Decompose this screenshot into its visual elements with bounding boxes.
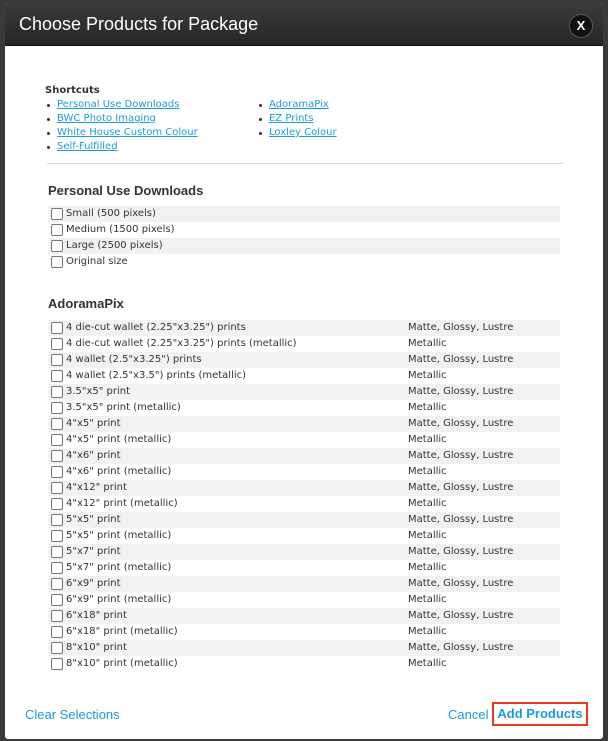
product-row [48,336,560,352]
product-finish: Metallic [408,370,447,381]
product-checkbox[interactable] [51,224,63,236]
shortcut-item [269,112,469,126]
product-label: 4 wallet (2.5"x3.25") prints [66,354,202,365]
divider [47,163,563,164]
product-finish: Metallic [408,338,447,349]
product-checkbox[interactable] [51,466,63,478]
product-row [48,480,560,496]
product-label: 4 die-cut wallet (2.25"x3.25") prints (metallic) [66,338,297,349]
product-label: 4"x6" print (metallic) [66,466,172,477]
product-finish: Matte, Glossy, Lustre [408,546,514,557]
product-label: Large (2500 pixels) [66,240,163,251]
product-finish: Matte, Glossy, Lustre [408,578,514,589]
product-row [48,528,560,544]
product-checkbox[interactable] [51,546,63,558]
shortcut-item [57,112,257,126]
product-finish: Metallic [408,466,447,477]
product-checkbox[interactable] [51,626,63,638]
product-label: 4 die-cut wallet (2.25"x3.25") prints [66,322,246,333]
shortcut-item [57,98,257,112]
product-finish: Metallic [408,626,447,637]
product-checkbox[interactable] [51,322,63,334]
product-row [48,512,560,528]
product-row [48,544,560,560]
product-finish: Matte, Glossy, Lustre [408,354,514,365]
product-finish: Matte, Glossy, Lustre [408,418,514,429]
product-checkbox[interactable] [51,386,63,398]
shortcut-item [269,126,469,140]
product-finish: Matte, Glossy, Lustre [408,322,514,333]
shortcut-link[interactable]: White House Custom Colour [57,127,198,138]
product-row [48,656,560,672]
product-checkbox[interactable] [51,354,63,366]
product-row [48,576,560,592]
product-row [48,222,560,238]
product-finish: Matte, Glossy, Lustre [408,482,514,493]
product-finish: Matte, Glossy, Lustre [408,450,514,461]
product-finish: Matte, Glossy, Lustre [408,514,514,525]
product-label: 6"x18" print (metallic) [66,626,178,637]
product-checkbox[interactable] [51,594,63,606]
product-row [48,624,560,640]
dialog-titlebar [5,3,603,46]
product-finish: Metallic [408,658,447,669]
product-finish: Metallic [408,498,447,509]
product-label: 8"x10" print (metallic) [66,658,178,669]
product-checkbox[interactable] [51,434,63,446]
product-checkbox[interactable] [51,240,63,252]
product-row [48,608,560,624]
shortcut-item [57,140,257,154]
product-finish: Matte, Glossy, Lustre [408,610,514,621]
close-button[interactable]: X [569,14,593,38]
product-checkbox[interactable] [51,482,63,494]
product-finish: Matte, Glossy, Lustre [408,386,514,397]
product-checkbox[interactable] [51,450,63,462]
product-checkbox[interactable] [51,642,63,654]
clear-selections-link[interactable]: Clear Selections [25,707,120,722]
product-label: 3.5"x5" print (metallic) [66,402,181,413]
product-row [48,640,560,656]
product-label: Small (500 pixels) [66,208,156,219]
product-row [48,368,560,384]
product-checkbox[interactable] [51,610,63,622]
product-checkbox[interactable] [51,658,63,670]
product-label: Medium (1500 pixels) [66,224,175,235]
shortcut-link[interactable]: EZ Prints [269,113,314,124]
product-row [48,352,560,368]
shortcuts-heading: Shortcuts [45,85,100,96]
product-finish: Matte, Glossy, Lustre [408,642,514,653]
choose-products-dialog [5,3,603,739]
product-label: 8"x10" print [66,642,127,653]
shortcut-link[interactable]: Loxley Colour [269,127,337,138]
product-list-personal-use-downloads [48,206,560,270]
product-row [48,254,560,270]
dialog-title: Choose Products for Package [19,14,259,34]
product-checkbox[interactable] [51,514,63,526]
product-label: 5"x5" print (metallic) [66,530,172,541]
add-products-button[interactable]: Add Products [492,702,588,726]
product-label: Original size [66,256,128,267]
product-finish: Metallic [408,434,447,445]
product-label: 4"x6" print [66,450,121,461]
product-label: 6"x18" print [66,610,127,621]
product-label: 4 wallet (2.5"x3.5") prints (metallic) [66,370,247,381]
product-checkbox[interactable] [51,256,63,268]
product-checkbox[interactable] [51,562,63,574]
product-checkbox[interactable] [51,578,63,590]
product-label: 5"x7" print [66,546,121,557]
product-row [48,432,560,448]
product-checkbox[interactable] [51,402,63,414]
product-row [48,464,560,480]
product-row [48,448,560,464]
product-checkbox[interactable] [51,208,63,220]
product-label: 5"x5" print [66,514,121,525]
shortcut-link[interactable]: AdoramaPix [269,99,329,110]
product-row [48,206,560,222]
product-finish: Metallic [408,562,447,573]
shortcut-link[interactable]: BWC Photo Imaging [57,113,156,124]
shortcut-link[interactable]: Self-Fulfilled [57,141,118,152]
product-label: 4"x5" print (metallic) [66,434,172,445]
product-finish: Metallic [408,402,447,413]
product-finish: Metallic [408,594,447,605]
product-label: 6"x9" print (metallic) [66,594,172,605]
product-row [48,400,560,416]
product-checkbox[interactable] [51,498,63,510]
product-row [48,560,560,576]
product-finish: Metallic [408,530,447,541]
product-checkbox[interactable] [51,370,63,382]
product-row [48,320,560,336]
product-checkbox[interactable] [51,338,63,350]
product-label: 4"x12" print [66,482,127,493]
product-row [48,384,560,400]
product-label: 4"x5" print [66,418,121,429]
product-checkbox[interactable] [51,530,63,542]
shortcut-item [269,98,469,112]
shortcuts-column-2 [257,98,469,154]
product-row [48,496,560,512]
product-row [48,416,560,432]
product-row [48,592,560,608]
product-row [48,238,560,254]
product-checkbox[interactable] [51,418,63,430]
shortcuts-panel [45,85,565,154]
product-label: 5"x7" print (metallic) [66,562,172,573]
cancel-link[interactable]: Cancel [448,707,489,722]
section-title-personal-use-downloads: Personal Use Downloads [48,183,204,198]
product-label: 6"x9" print [66,578,121,589]
product-label: 3.5"x5" print [66,386,131,397]
product-list-adoramapix [48,320,560,672]
shortcut-link[interactable]: Personal Use Downloads [57,99,180,110]
shortcut-item [57,126,257,140]
product-label: 4"x12" print (metallic) [66,498,178,509]
shortcuts-column-1 [45,98,257,154]
section-title-adoramapix: AdoramaPix [48,296,124,311]
